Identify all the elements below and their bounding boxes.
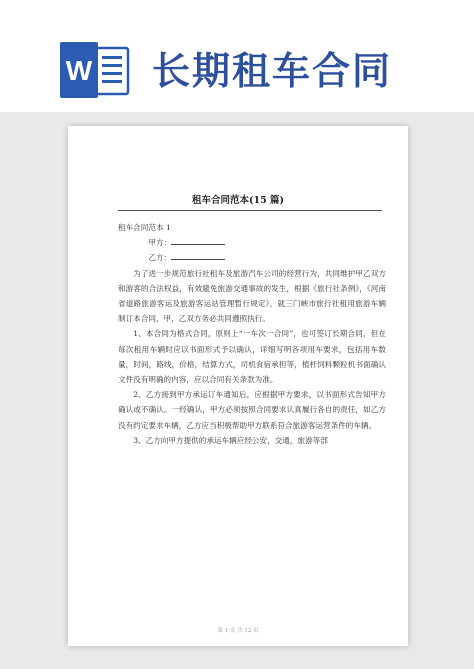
paragraph: 1、本合同为格式合同，原则上“一车次一合同”，也可签订长期合同，但在每次租用车辆时应以书面形式予以确认，详细写明各项用车要求，包括用车数量，时间，路线，价格，结算方式，司机食宿承担等，植杆饲料颗粒机书面确认文件没有明确的内容，应以合同有关条款为准。 <box>118 329 386 385</box>
document-body <box>118 220 386 448</box>
paragraph: 2、乙方接到甲方承运订车通知后，应根据甲方要求，以书面形式告知甲方确认或不确认。一经确认，甲方必须按照合同要求认真履行各自的责任，如乙方没有约定要求车辆，乙方应当积极帮助甲方联系符合旅游客运营条件的车辆。 <box>118 390 386 430</box>
title-rule <box>118 210 382 211</box>
word-document-icon <box>58 40 132 100</box>
page-footer: 第 1 页 共 12 页 <box>217 628 259 634</box>
party-a-label: 甲方： <box>148 238 172 248</box>
paragraph: 3、乙方向甲方提供的承运车辆应经公安，交通，旅游等部 <box>133 435 328 445</box>
party-b-line <box>118 250 386 265</box>
banner-title: 长期租车合同 <box>152 49 393 93</box>
party-b-label: 乙方： <box>148 253 172 263</box>
party-a-blank <box>171 236 225 245</box>
document-title: 租车合同范本(15 篇) <box>191 195 285 206</box>
party-a-line <box>118 235 386 250</box>
document-page <box>68 126 408 646</box>
paragraph: 为了进一步规范旅行社租车及旅游汽车公司的经营行为，共同维护甲乙双方和游客的合法权益，有效避免旅游交通事故的发生，根据《旅行社条例》，《河南省道路旅游客运及旅游客运站管理暂行规定》，就三门峡市旅行社租用旅游车辆制订本合同，甲，乙双方务必共同遵照执行。 <box>118 268 386 324</box>
party-b-blank <box>171 251 225 260</box>
word-logo-letter: W <box>65 55 93 86</box>
banner <box>0 0 474 112</box>
section-heading: 租车合同范本 1 <box>118 223 171 232</box>
